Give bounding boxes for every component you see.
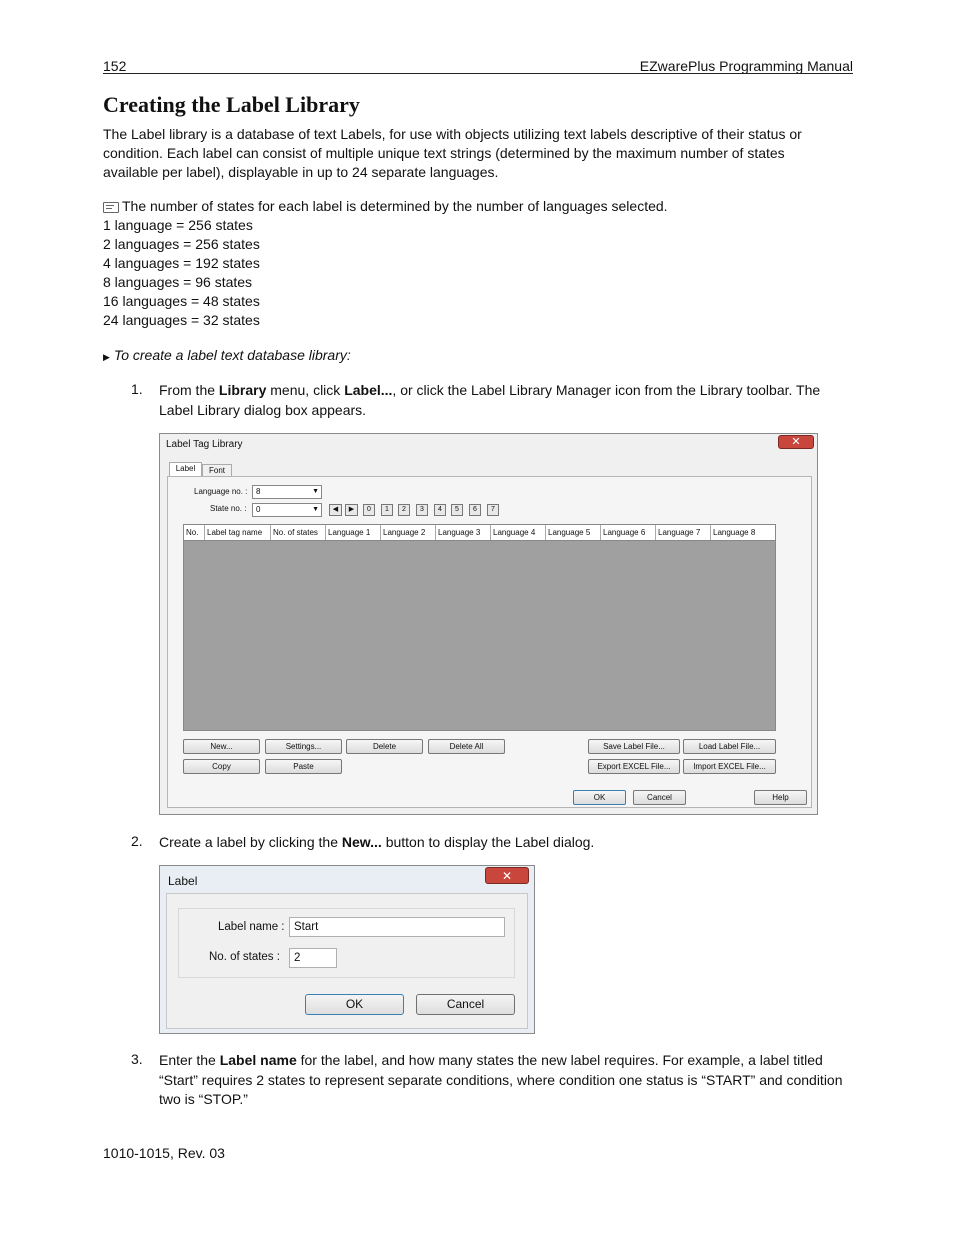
header-rule: [103, 73, 853, 74]
next-state-button[interactable]: ▶: [345, 504, 358, 516]
label-dialog: [159, 865, 535, 1034]
list-item: 16 languages = 48 states: [103, 293, 260, 309]
state-button[interactable]: 0: [363, 504, 375, 516]
manual-title: EZwarePlus Programming Manual: [639, 58, 853, 74]
section-title: Creating the Label Library: [103, 92, 360, 117]
document-revision: 1010-1015, Rev. 03: [103, 1145, 225, 1161]
chevron-down-icon: ▼: [312, 506, 319, 513]
page-number: 152: [103, 58, 127, 74]
column-header[interactable]: No. of states: [271, 525, 326, 540]
new-button[interactable]: New...: [183, 739, 260, 754]
state-button[interactable]: 4: [434, 504, 446, 516]
column-header[interactable]: Language 5: [546, 525, 601, 540]
cancel-button[interactable]: Cancel: [416, 994, 515, 1015]
import-excel-button[interactable]: Import EXCEL File...: [683, 759, 776, 774]
procedure-heading: [103, 346, 843, 367]
list-item: 8 languages = 96 states: [103, 274, 253, 290]
dialog-title: Label: [168, 874, 198, 888]
ok-button[interactable]: OK: [305, 994, 404, 1015]
column-header[interactable]: Language 6: [601, 525, 656, 540]
states-label: No. of states :: [209, 951, 280, 963]
column-header[interactable]: Language 3: [436, 525, 491, 540]
grid-header: [183, 524, 776, 541]
dialog-title: Label Tag Library: [166, 439, 243, 450]
state-select[interactable]: [252, 503, 322, 517]
ok-button[interactable]: OK: [573, 790, 626, 805]
step-number: 3.: [131, 1051, 143, 1067]
step-text: From the Library menu, click Label..., or click the Label Library Manager icon from the Library toolbar. The Label Library dialog box appears.: [159, 382, 821, 418]
label-name-input[interactable]: Start: [289, 917, 505, 937]
states-list: [103, 216, 260, 330]
load-label-file-button[interactable]: Load Label File...: [683, 739, 776, 754]
save-label-file-button[interactable]: Save Label File...: [588, 739, 680, 754]
state-button[interactable]: 6: [469, 504, 481, 516]
step-number: 2.: [131, 833, 143, 849]
label-name-label: Label name :: [218, 921, 285, 933]
column-header[interactable]: Language 7: [656, 525, 711, 540]
label-tag-library-dialog: [159, 433, 818, 815]
tab-label[interactable]: Label: [169, 462, 202, 476]
copy-button[interactable]: Copy: [183, 759, 260, 774]
list-item: 2 languages = 256 states: [103, 236, 260, 252]
tab-font[interactable]: Font: [202, 464, 232, 476]
note-icon: [103, 202, 119, 213]
label-grid[interactable]: [183, 541, 776, 731]
list-item: 24 languages = 32 states: [103, 312, 260, 328]
state-button[interactable]: 1: [381, 504, 393, 516]
language-label: Language no. :: [194, 487, 248, 496]
settings-button[interactable]: Settings...: [265, 739, 342, 754]
chevron-down-icon: ▼: [312, 488, 319, 495]
step-text: Create a label by clicking the New... button to display the Label dialog.: [159, 834, 595, 850]
language-select[interactable]: [252, 485, 322, 499]
state-button[interactable]: 3: [416, 504, 428, 516]
delete-all-button[interactable]: Delete All: [428, 739, 505, 754]
help-button[interactable]: Help: [754, 790, 807, 805]
close-button[interactable]: ✕: [485, 867, 529, 884]
state-button[interactable]: 5: [451, 504, 463, 516]
step-number: 1.: [131, 381, 143, 397]
state-label: State no. :: [210, 504, 247, 513]
column-header[interactable]: Language 1: [326, 525, 381, 540]
note-line: [103, 197, 843, 216]
export-excel-button[interactable]: Export EXCEL File...: [588, 759, 680, 774]
tab-panel: [167, 476, 812, 808]
delete-button[interactable]: Delete: [346, 739, 423, 754]
note-text: The number of states for each label is determined by the number of languages selected.: [122, 198, 668, 214]
state-button[interactable]: 7: [487, 504, 499, 516]
dialog-body: [166, 893, 528, 1029]
language-value: 8: [256, 487, 261, 496]
close-button[interactable]: ✕: [778, 435, 814, 449]
list-item: 4 languages = 192 states: [103, 255, 260, 271]
column-header[interactable]: Label tag name: [205, 525, 271, 540]
prev-state-button[interactable]: ◀: [329, 504, 342, 516]
column-header[interactable]: Language 8: [713, 528, 756, 537]
state-value: 0: [256, 505, 261, 514]
column-header[interactable]: Language 4: [491, 525, 546, 540]
intro-paragraph: The Label library is a database of text Labels, for use with objects utilizing text labels descriptive of their status or condition. Each label can consist of multiple unique text strings (determined by the maximum number of states available per label), displayable in up to 24 separate languages.: [103, 126, 802, 180]
procedure-text: To create a label text database library:: [113, 347, 351, 363]
state-button[interactable]: 2: [398, 504, 410, 516]
step-text: Enter the Label name for the label, and how many states the new label requires. For example, a label titled “Start” requires 2 states to represent separate conditions, where condition one status is “START” and condition two is “STOP.”: [159, 1052, 843, 1107]
cancel-button[interactable]: Cancel: [633, 790, 686, 805]
list-item: 1 language = 256 states: [103, 217, 253, 233]
states-input[interactable]: 2: [289, 948, 337, 968]
column-header[interactable]: No.: [184, 525, 205, 540]
paste-button[interactable]: Paste: [265, 759, 342, 774]
column-header[interactable]: Language 2: [381, 525, 436, 540]
right-triangle-icon: ▶: [103, 352, 110, 362]
